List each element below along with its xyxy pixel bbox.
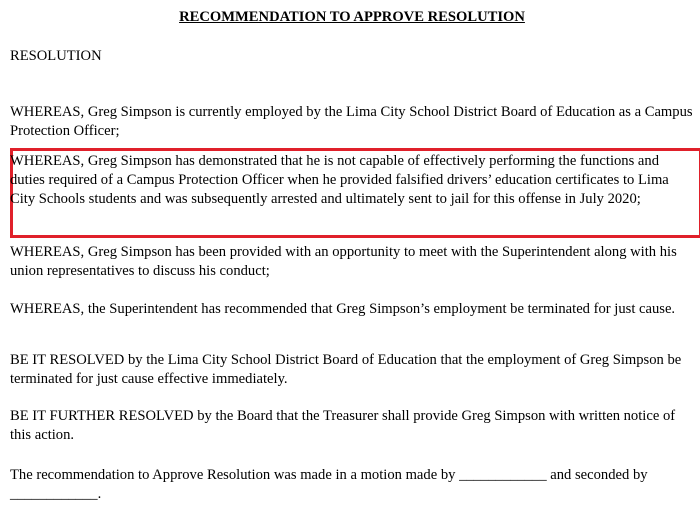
paragraph-motion: The recommendation to Approve Resolution was made in a motion made by ____________ and seconded by ____________.: [10, 467, 648, 502]
paragraph-resolved: BE IT RESOLVED by the Lima City School District Board of Education that the employment of Greg Simpson be terminated for just cause effective immediately.: [10, 352, 682, 387]
document-page: [10, 8, 694, 502]
paragraph-meeting: WHEREAS, Greg Simpson has been provided with an opportunity to meet with the Superintendent along with his union representatives to discuss his conduct;: [10, 244, 677, 279]
paragraph-conduct: WHEREAS, Greg Simpson has demonstrated that he is not capable of effectively performing the functions and duties required of a Campus Protection Officer when he provided falsified drivers’ education certificates to Lima City Schools students and was subsequently arrested and ultimately sent to jail for this offense in July 2020;: [10, 153, 669, 207]
paragraph-further-resolved: BE IT FURTHER RESOLVED by the Board that the Treasurer shall provide Greg Simpson with written notice of this action.: [10, 408, 676, 443]
section-label: RESOLUTION: [10, 48, 102, 64]
paragraph-employment: WHEREAS, Greg Simpson is currently employed by the Lima City School District Board of Education as a Campus Protection Officer;: [10, 104, 693, 139]
paragraph-recommendation: WHEREAS, the Superintendent has recommended that Greg Simpson’s employment be terminated for just cause.: [10, 301, 676, 317]
document-title: RECOMMENDATION TO APPROVE RESOLUTION: [179, 9, 525, 25]
